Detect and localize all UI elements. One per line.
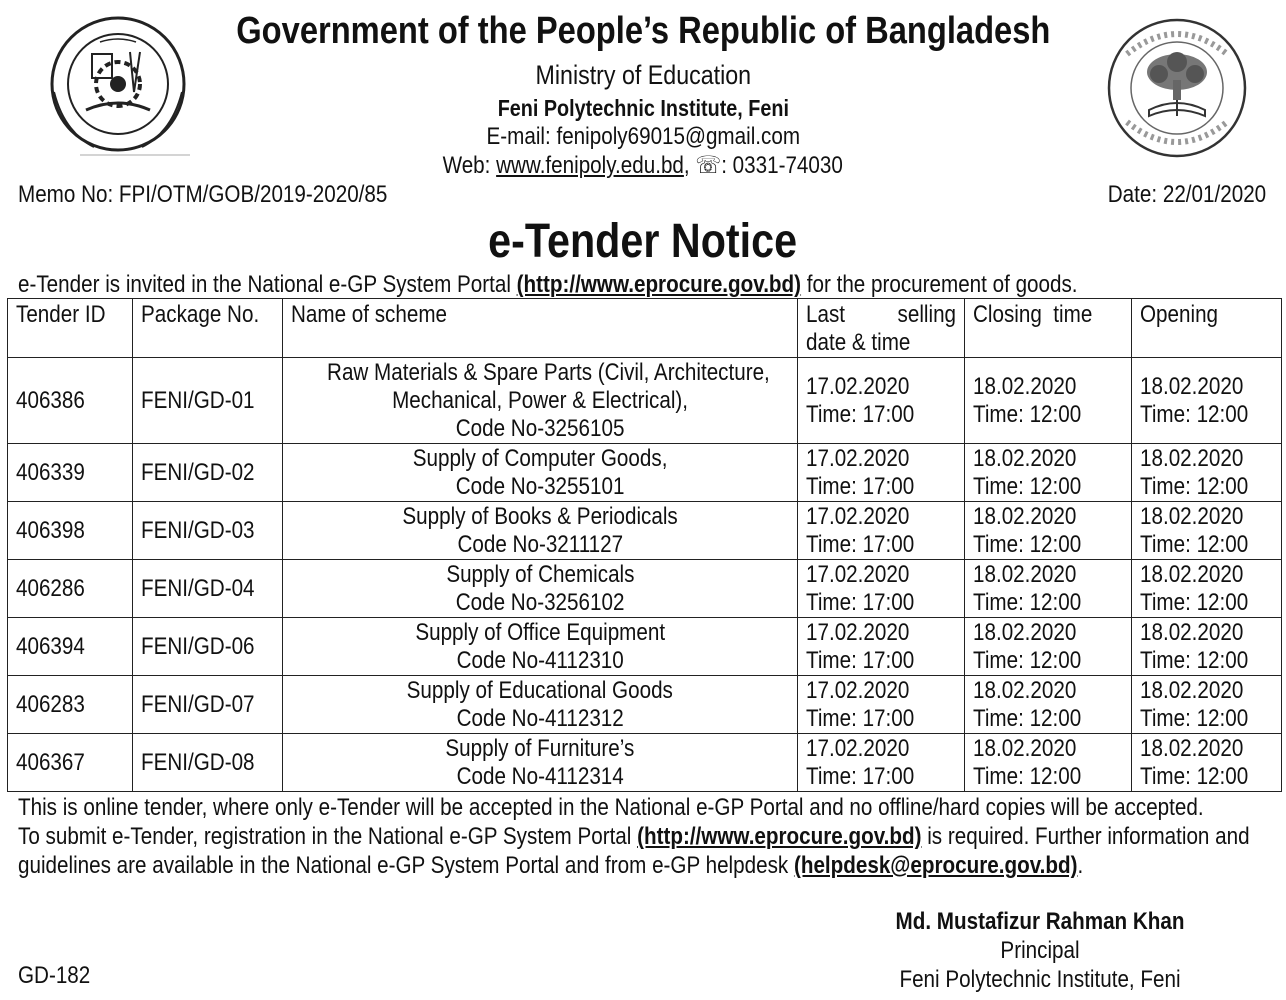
cell-tender-id: 406339 xyxy=(8,444,133,502)
table-row xyxy=(8,560,1282,618)
email-line: E-mail: fenipoly69015@gmail.com xyxy=(486,123,800,150)
telephone-icon: ☏ xyxy=(695,152,722,179)
cell-scheme: Supply of Computer Goods, Code No-3255101 xyxy=(283,444,798,502)
col-last-selling: Last selling date & time xyxy=(798,299,965,358)
eprocure-link[interactable]: (http://www.eprocure.gov.bd) xyxy=(516,271,802,298)
phone-number: : 0331-74030 xyxy=(721,152,844,179)
cell-opening: 18.02.2020 Time: 12:00 xyxy=(1132,358,1282,444)
helpdesk-email-link[interactable]: (helpdesk@eprocure.gov.bd) xyxy=(793,852,1078,879)
web-line xyxy=(0,151,1286,180)
cell-last-selling: 17.02.2020 Time: 17:00 xyxy=(798,734,965,792)
table-row xyxy=(8,502,1282,560)
table-row xyxy=(8,618,1282,676)
cell-tender-id: 406394 xyxy=(8,618,133,676)
ministry-name: Ministry of Education xyxy=(535,60,751,90)
government-title: Government of the People’s Republic of Bangladesh xyxy=(235,10,1051,52)
table-row xyxy=(8,676,1282,734)
cell-last-selling: 17.02.2020 Time: 17:00 xyxy=(798,358,965,444)
cell-closing-time: 18.02.2020 Time: 12:00 xyxy=(965,676,1132,734)
notice-date: Date: 22/01/2020 xyxy=(1107,181,1266,208)
signature-block xyxy=(872,907,1208,994)
cell-scheme: Supply of Office Equipment Code No-4112310 xyxy=(283,618,798,676)
website-link[interactable]: www.fenipoly.edu.bd xyxy=(496,152,685,179)
table-header-row xyxy=(8,299,1282,358)
footer-line-2: To submit e-Tender, registration in the National e-GP System Portal (http://www.eprocure.gov.bd) is required. Further information and xyxy=(18,823,1250,850)
cell-package-no: FENI/GD-07 xyxy=(133,676,283,734)
cell-closing-time: 18.02.2020 Time: 12:00 xyxy=(965,444,1132,502)
cell-opening: 18.02.2020 Time: 12:00 xyxy=(1132,502,1282,560)
col-opening: Opening xyxy=(1132,299,1282,358)
col-package-no: Package No. xyxy=(133,299,283,358)
cell-closing-time: 18.02.2020 Time: 12:00 xyxy=(965,618,1132,676)
eprocure-footer-link[interactable]: (http://www.eprocure.gov.bd) xyxy=(637,823,922,850)
cell-package-no: FENI/GD-04 xyxy=(133,560,283,618)
table-row xyxy=(8,358,1282,444)
cell-package-no: FENI/GD-02 xyxy=(133,444,283,502)
cell-closing-time: 18.02.2020 Time: 12:00 xyxy=(965,502,1132,560)
cell-package-no: FENI/GD-08 xyxy=(133,734,283,792)
cell-scheme: Supply of Chemicals Code No-3256102 xyxy=(283,560,798,618)
web-separator: , xyxy=(684,152,696,179)
cell-last-selling: 17.02.2020 Time: 17:00 xyxy=(798,502,965,560)
cell-last-selling: 17.02.2020 Time: 17:00 xyxy=(798,444,965,502)
cell-scheme: Supply of Furniture’s Code No-4112314 xyxy=(283,734,798,792)
cell-opening: 18.02.2020 Time: 12:00 xyxy=(1132,560,1282,618)
cell-closing-time: 18.02.2020 Time: 12:00 xyxy=(965,358,1132,444)
footer-instructions xyxy=(18,793,1286,880)
cell-last-selling: 17.02.2020 Time: 17:00 xyxy=(798,676,965,734)
gd-reference: GD-182 xyxy=(18,962,91,989)
tender-table xyxy=(7,298,1282,792)
cell-opening: 18.02.2020 Time: 12:00 xyxy=(1132,444,1282,502)
signatory-office: Feni Polytechnic Institute, Feni xyxy=(899,966,1181,993)
web-label: Web: xyxy=(442,152,497,179)
col-scheme: Name of scheme xyxy=(283,299,798,358)
cell-opening: 18.02.2020 Time: 12:00 xyxy=(1132,734,1282,792)
col-tender-id: Tender ID xyxy=(8,299,133,358)
cell-closing-time: 18.02.2020 Time: 12:00 xyxy=(965,560,1132,618)
cell-scheme: Raw Materials & Spare Parts (Civil, Architecture, Mechanical, Power & Electrical), Code No-3256105 xyxy=(283,358,798,444)
footer-line-3: guidelines are available in the National e-GP System Portal and from e-GP helpdesk (helpdesk@eprocure.gov.bd). xyxy=(18,852,1084,879)
cell-scheme: Supply of Books & Periodicals Code No-3211127 xyxy=(283,502,798,560)
cell-tender-id: 406398 xyxy=(8,502,133,560)
cell-tender-id: 406283 xyxy=(8,676,133,734)
table-row xyxy=(8,444,1282,502)
institute-name: Feni Polytechnic Institute, Feni xyxy=(497,95,789,121)
col-closing-time: Closing time xyxy=(965,299,1132,358)
cell-last-selling: 17.02.2020 Time: 17:00 xyxy=(798,560,965,618)
cell-tender-id: 406286 xyxy=(8,560,133,618)
signatory-name: Md. Mustafizur Rahman Khan xyxy=(895,908,1185,935)
cell-opening: 18.02.2020 Time: 12:00 xyxy=(1132,676,1282,734)
cell-opening: 18.02.2020 Time: 12:00 xyxy=(1132,618,1282,676)
cell-package-no: FENI/GD-03 xyxy=(133,502,283,560)
cell-tender-id: 406386 xyxy=(8,358,133,444)
cell-scheme: Supply of Educational Goods Code No-4112312 xyxy=(283,676,798,734)
footer-line-1: This is online tender, where only e-Tender will be accepted in the National e-GP Portal and no offline/hard copies will be accepted. xyxy=(18,794,1204,821)
table-row xyxy=(8,734,1282,792)
signatory-designation: Principal xyxy=(1000,937,1080,964)
cell-tender-id: 406367 xyxy=(8,734,133,792)
memo-number: Memo No: FPI/OTM/GOB/2019-2020/85 xyxy=(18,181,388,208)
notice-title: e-Tender Notice xyxy=(488,215,798,268)
cell-last-selling: 17.02.2020 Time: 17:00 xyxy=(798,618,965,676)
intro-paragraph: e-Tender is invited in the National e-GP System Portal (http://www.eprocure.gov.bd) for the procurement of goods. xyxy=(18,271,1078,298)
cell-closing-time: 18.02.2020 Time: 12:00 xyxy=(965,734,1132,792)
cell-package-no: FENI/GD-01 xyxy=(133,358,283,444)
cell-package-no: FENI/GD-06 xyxy=(133,618,283,676)
